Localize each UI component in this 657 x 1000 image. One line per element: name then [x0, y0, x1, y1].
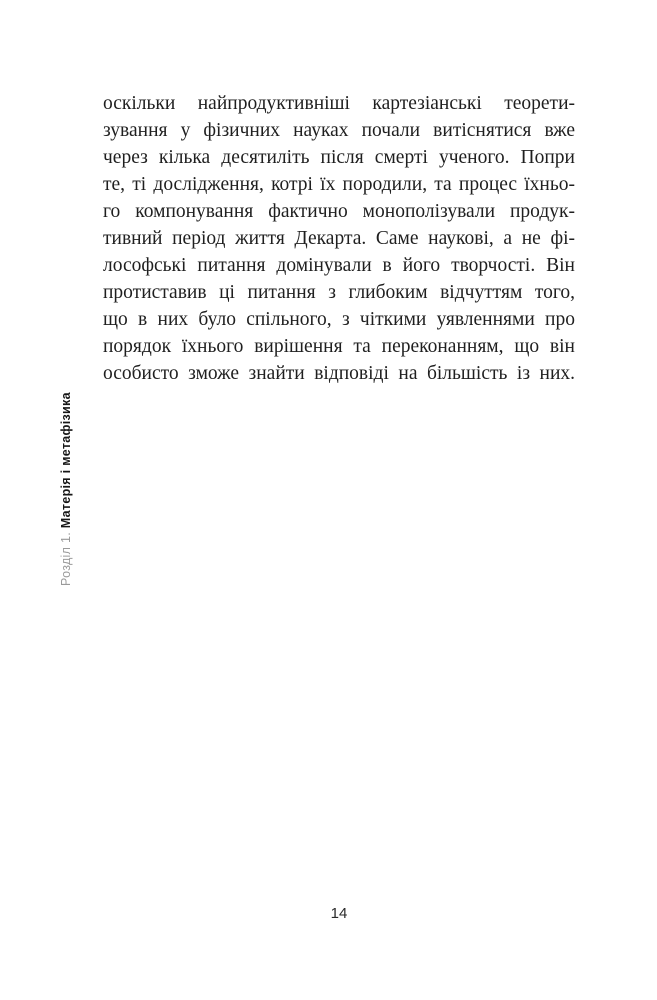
body-line: зування у фізичних науках почали витіснятися вже — [103, 120, 575, 141]
body-line: порядок їхнього вирішення та переконанням, що він — [103, 336, 575, 357]
chapter-title-label: Матерія і метафізика — [59, 392, 73, 529]
body-line: протиставив ці питання з глибоким відчуттям того, — [103, 282, 575, 303]
body-line: оскільки найпродуктивніші картезіанські теорети- — [103, 93, 575, 114]
chapter-number-label: Розділ 1. — [59, 528, 73, 586]
body-line: що в них було спільного, з чіткими уявленнями про — [103, 309, 575, 330]
body-paragraph — [103, 90, 575, 387]
body-line: тивний період життя Декарта. Саме наукові, а не фі- — [103, 228, 575, 249]
body-line: через кілька десятиліть після смерті ученого. Попри — [103, 147, 575, 168]
page-number: 14 — [330, 905, 348, 922]
body-line: го компонування фактично монополізували продук- — [103, 201, 575, 222]
body-line: особисто зможе знайти відповіді на більшість із них. — [103, 363, 575, 384]
body-line: лософські питання домінували в його творчості. Він — [103, 255, 575, 276]
chapter-marker — [59, 392, 83, 586]
body-line: те, ті дослідження, котрі їх породили, та процес їхньо- — [103, 174, 575, 195]
